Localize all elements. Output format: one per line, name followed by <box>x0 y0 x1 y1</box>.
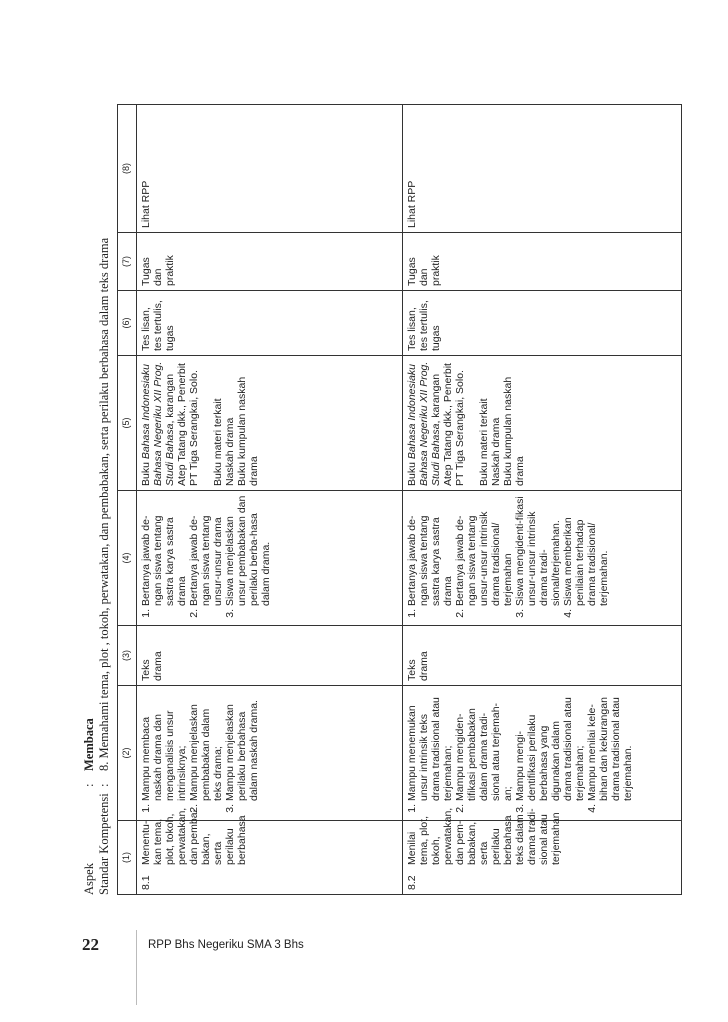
sk-label: Standar Kompetensi <box>97 793 111 895</box>
indikator-cell <box>137 686 403 821</box>
kegiatan-item: 2. Bertanya jawab de-ngan siswa tentang unsur-unsur drama <box>188 495 224 606</box>
aspek-value: Membaca <box>82 718 96 771</box>
sumber-cell <box>137 356 403 491</box>
sumber-item: Buku kumpulan naskah drama <box>502 376 526 486</box>
kd-number: 8.1 <box>140 875 152 890</box>
sumber-book-title: Bahasa Indonesiaku Bahasa Negeriku XII Prog. Studi Bahasa <box>406 361 442 486</box>
sumber-item: Buku materi terkait <box>212 398 224 486</box>
indikator-item: 2. Mampu mengiden-tifikasi pembabakan dalam drama tradi-sional atau terjemah-an; <box>454 690 514 801</box>
col-header: (2) <box>118 686 137 821</box>
indikator-cell <box>403 686 682 821</box>
sumber-text: , karangan Atep Tatang dkk., Penerbit PT Tiga Serangkai, Solo. <box>164 363 200 486</box>
col-header: (3) <box>118 626 137 686</box>
rotated-page-content <box>82 105 682 895</box>
document-meta <box>82 105 112 895</box>
kd-text: Menilai tema, plot, tokoh, perwatakan, dan pem-babakan, serta perilaku berbahasa teks dalam drama tradi-sional atau terjemahan <box>406 807 562 865</box>
kd-text: Menentu-kan tema, plot, tokoh, perwatakan, dan pemba-bakan, serta perilaku berbahasa <box>140 807 248 865</box>
col-header: (7) <box>118 233 137 291</box>
kompetensi-dasar-cell <box>403 807 682 895</box>
kegiatan-cell <box>137 491 403 626</box>
keterangan-cell: Lihat RPP <box>137 105 403 233</box>
kegiatan-item: 1. Bertanya jawab de-ngan siswa tentang sastra karya sastra drama <box>406 495 454 606</box>
kegiatan-item: 2. Bertanya jawab de-ngan siswa tentang unsur-unsur intrinsik drama tradisional/ terjemahan <box>454 495 514 606</box>
materi-cell: Teks drama <box>137 626 403 686</box>
penilaian-cell: Tes lisan, tes tertulis, tugas <box>403 291 682 356</box>
kd-number: 8.2 <box>406 875 418 890</box>
col-header: (5) <box>118 356 137 491</box>
standar-kompetensi-line: Standar Kompetensi:8. Memahami tema, plot , tokoh, perwatakan, dan pembabakan, serta perilaku berbahasa dalam teks drama <box>97 237 111 895</box>
sumber-text: Buku <box>140 459 152 486</box>
indikator-item: 1. Mampu menemukan unsur intrinsik teks drama tradisional atau terjemahan; <box>406 690 454 801</box>
footer-title: RPP Bhs Negeriku SMA 3 Bhs <box>148 939 304 951</box>
table-row <box>137 105 403 895</box>
bentuk-cell: Tugas dan praktik <box>137 233 403 291</box>
sumber-book-title: Bahasa Indonesiaku Bahasa Negeriku XII Prog. Studi Bahasa <box>140 361 176 486</box>
sumber-item: Naskah drama <box>224 417 236 486</box>
indikator-item: 3. Mampu menjelaskan perilaku berbahasa dalam naskah drama. <box>224 690 260 801</box>
sk-value: 8. Memahami tema, plot , tokoh, perwatakan, dan pembabakan, serta perilaku berbahasa dalam teks drama <box>97 237 111 771</box>
sumber-text: , karangan Atep Tatang dkk., Penerbit PT Tiga Serangkai, Solo. <box>430 363 466 486</box>
sumber-item: Buku kumpulan naskah drama <box>236 376 260 486</box>
kegiatan-cell <box>403 491 682 626</box>
indikator-item: 1. Mampu membaca naskah drama dan menganalisis unsur intrinsiknya; <box>140 690 188 801</box>
col-header: (8) <box>118 105 137 233</box>
aspek-label: Aspek <box>82 863 96 895</box>
table-header-row <box>118 105 137 895</box>
indikator-item: 3. Mampu mengi-dentifikasi perilaku berbahasa yang digunakan dalam drama tradisional atau terjemahan; <box>514 690 586 801</box>
kegiatan-item: 1. Bertanya jawab de-ngan siswa tentang sastra karya sastra drama <box>140 495 188 606</box>
penilaian-cell: Tes lisan, tes tertulis, tugas <box>137 291 403 356</box>
kegiatan-item: 4. Siswa memberikan penilaian terhadap drama tradisional/ terjemahan. <box>562 495 610 606</box>
aspek-line: Aspek:Membaca <box>82 718 96 895</box>
col-header: (4) <box>118 491 137 626</box>
table-row <box>403 105 682 895</box>
kegiatan-item: 3. Siswa mengidenti-fikasi unsur-unsur intrinsik drama tradi-sional/terjemahan. <box>514 495 562 606</box>
col-header: (1) <box>118 821 137 895</box>
col-header: (6) <box>118 291 137 356</box>
kegiatan-item: 3. Siswa menjelaskan unsur pembabakan dan perilaku berba-hasa dalam drama. <box>224 495 272 606</box>
page-number: 22 <box>82 935 99 954</box>
bentuk-cell: Tugas dan praktik <box>403 233 682 291</box>
sumber-item: Naskah drama <box>490 417 502 486</box>
indikator-item: 4. Mampu menilai kele-bihan dan kekurangan drama tradisional atau terjemahan. <box>586 690 634 801</box>
rpp-table <box>117 104 682 895</box>
kompetensi-dasar-cell <box>137 807 403 895</box>
materi-cell: Teks drama <box>403 626 682 686</box>
keterangan-cell: Lihat RPP <box>403 105 682 233</box>
sumber-text: Buku <box>406 459 418 486</box>
indikator-item: 2. Mampu menjelaskan pembabakan dalam teks drama; <box>188 690 224 801</box>
sumber-item: Buku materi terkait <box>478 398 490 486</box>
footer-divider <box>136 930 137 1005</box>
sumber-cell <box>403 356 682 491</box>
